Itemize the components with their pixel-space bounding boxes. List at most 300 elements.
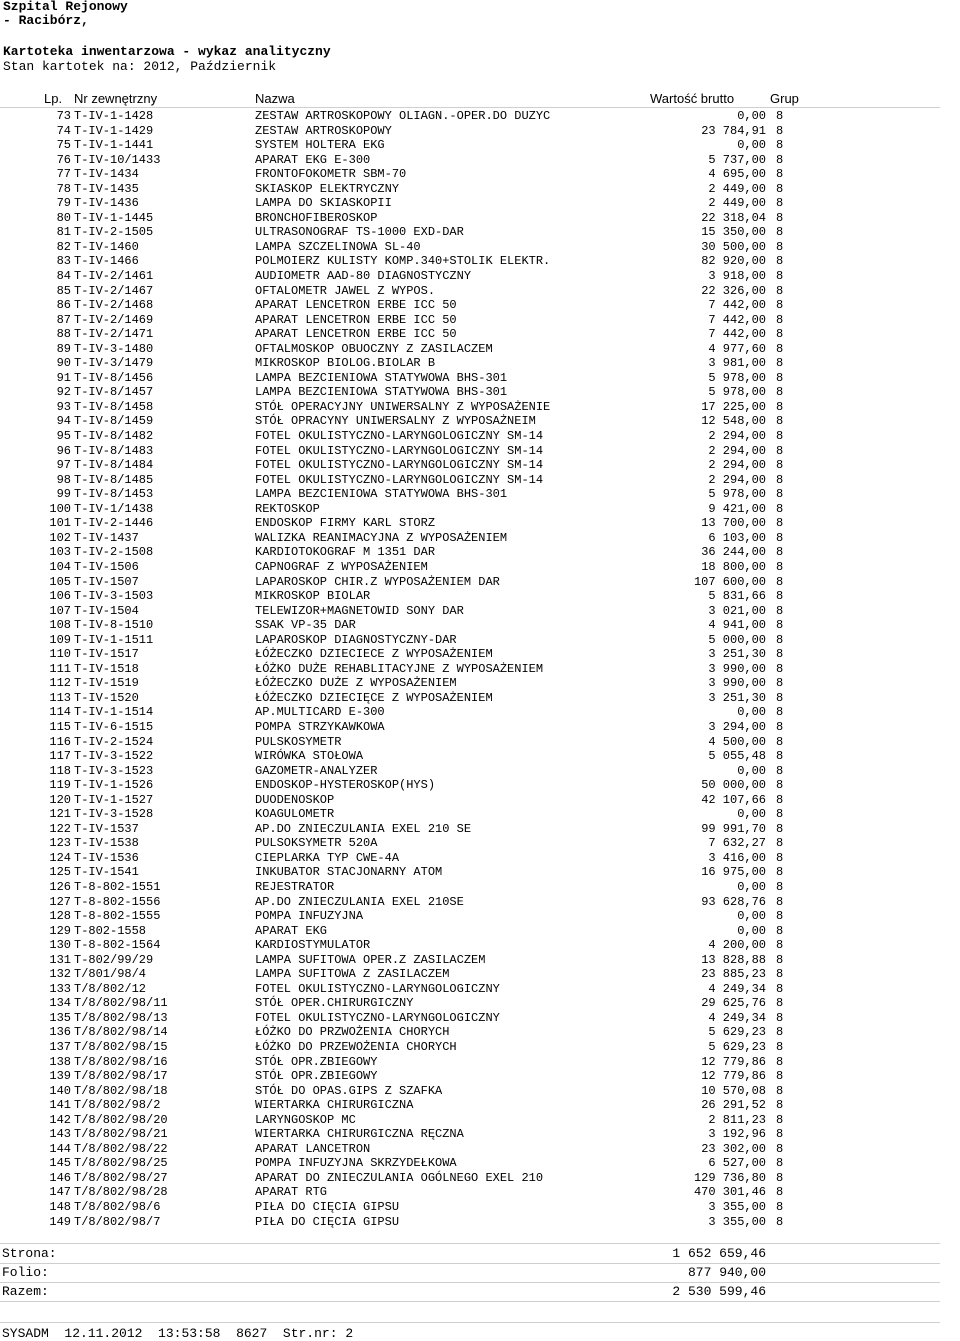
row-lp: 90: [56, 356, 71, 371]
row-lp: 91: [56, 370, 71, 385]
table-row: [0, 662, 940, 677]
table-row: [0, 1127, 940, 1142]
table-row: [0, 865, 940, 880]
row-nr: T-IV-8/1457: [74, 385, 154, 400]
row-name: FOTEL OKULISTYCZNO-LARYNGOLOGICZNY SM-14: [255, 458, 544, 473]
row-nr: T-IV-3-1523: [74, 763, 154, 778]
row-group: 8: [776, 399, 784, 414]
table-row: [0, 589, 940, 604]
row-lp: 83: [56, 254, 71, 269]
table-row: [0, 822, 940, 837]
row-nr: T-8-802-1551: [74, 879, 161, 894]
table-row: [0, 167, 940, 182]
row-lp: 149: [49, 1214, 71, 1229]
row-value: 3 416,00: [708, 850, 766, 865]
row-group: 8: [776, 1054, 784, 1069]
row-name: LAMPA BEZCIENIOWA STATYWOWA BHS-301: [255, 385, 508, 400]
table-row: [0, 429, 940, 444]
table-row: [0, 735, 940, 750]
row-name: FRONTOFOKOMETR SBM-70: [255, 167, 407, 182]
row-group: 8: [776, 138, 784, 153]
row-nr: T-IV-3-1503: [74, 589, 154, 604]
row-group: 8: [776, 1083, 784, 1098]
row-value: 4 941,00: [708, 618, 766, 633]
row-lp: 79: [56, 196, 71, 211]
row-group: 8: [776, 967, 784, 982]
row-group: 8: [776, 298, 784, 313]
row-name: GAZOMETR-ANALYZER: [255, 763, 378, 778]
row-name: DUODENOSKOP: [255, 792, 335, 807]
table-row: [0, 618, 940, 633]
table-row: [0, 647, 940, 662]
row-name: KARDIOSTYMULATOR: [255, 938, 371, 953]
row-value: 0,00: [737, 763, 766, 778]
row-name: AP.DO ZNIECZULANIA EXEL 210 SE: [255, 821, 472, 836]
row-group: 8: [776, 807, 784, 822]
row-name: PIŁA DO CIĘCIA GIPSU: [255, 1200, 400, 1215]
row-nr: T-IV-1-1445: [74, 210, 154, 225]
row-lp: 75: [56, 138, 71, 153]
row-lp: 138: [49, 1054, 71, 1069]
row-name: OFTALMOSKOP OBUOCZNY Z ZASILACZEM: [255, 341, 493, 356]
totals-divider: [0, 1301, 940, 1302]
row-name: REJESTRATOR: [255, 879, 335, 894]
row-nr: T-IV-1-1514: [74, 705, 154, 720]
column-header-row: [0, 90, 940, 108]
table-row: [0, 444, 940, 459]
row-value: 82 920,00: [701, 254, 766, 269]
row-nr: T-IV-1-1511: [74, 632, 154, 647]
row-name: FOTEL OKULISTYCZNO-LARYNGOLOGICZNY: [255, 981, 500, 996]
row-nr: T-IV-1435: [74, 181, 139, 196]
row-lp: 120: [49, 792, 71, 807]
row-group: 8: [776, 909, 784, 924]
row-name: LARYNGOSKOP MC: [255, 1112, 356, 1127]
row-value: 3 355,00: [708, 1200, 766, 1215]
row-group: 8: [776, 1170, 784, 1185]
row-lp: 143: [49, 1127, 71, 1142]
row-value: 470 301,46: [693, 1185, 766, 1200]
row-lp: 148: [49, 1200, 71, 1215]
row-name: FOTEL OKULISTYCZNO-LARYNGOLOGICZNY: [255, 1010, 500, 1025]
row-lp: 97: [56, 458, 71, 473]
row-group: 8: [776, 414, 784, 429]
row-nr: T/8/802/98/7: [74, 1214, 161, 1229]
razem-value: 2 530 599,46: [672, 1284, 766, 1299]
row-value: 18 800,00: [701, 559, 766, 574]
footer-system: SYSADM: [2, 1326, 49, 1341]
row-lp: 125: [49, 865, 71, 880]
row-group: 8: [776, 734, 784, 749]
table-row: [0, 705, 940, 720]
row-name: LAMPA BEZCIENIOWA STATYWOWA BHS-301: [255, 487, 508, 502]
row-value: 13 700,00: [701, 516, 766, 531]
row-value: 30 500,00: [701, 239, 766, 254]
table-row: [0, 1025, 940, 1040]
row-lp: 122: [49, 821, 71, 836]
row-lp: 73: [56, 109, 71, 123]
row-name: ŁÓŻECZKO DZIECIĘCE Z WYPOSAŻENIEM: [255, 690, 493, 705]
row-name: ENDOSKOP FIRMY KARL STORZ: [255, 516, 436, 531]
table-row: [0, 560, 940, 575]
row-lp: 119: [49, 778, 71, 793]
row-value: 2 811,23: [708, 1112, 766, 1127]
row-value: 17 225,00: [701, 399, 766, 414]
row-group: 8: [776, 661, 784, 676]
row-value: 0,00: [737, 138, 766, 153]
table-row: [0, 676, 940, 691]
row-value: 0,00: [737, 109, 766, 123]
row-name: ULTRASONOGRAF TS-1000 EXD-DAR: [255, 225, 464, 240]
row-group: 8: [776, 210, 784, 225]
row-nr: T-IV-1-1429: [74, 123, 154, 138]
row-value: 3 294,00: [708, 719, 766, 734]
table-row: [0, 1215, 940, 1230]
row-group: 8: [776, 196, 784, 211]
row-value: 3 918,00: [708, 269, 766, 284]
table-row: [0, 1142, 940, 1157]
row-group: 8: [776, 312, 784, 327]
row-lp: 100: [49, 501, 71, 516]
table-row: [0, 545, 940, 560]
row-group: 8: [776, 356, 784, 371]
row-lp: 130: [49, 938, 71, 953]
row-group: 8: [776, 109, 784, 123]
row-name: APARAT DO ZNIECZULANIA OGÓLNEGO EXEL 210: [255, 1170, 544, 1185]
row-value: 5 978,00: [708, 370, 766, 385]
row-lp: 87: [56, 312, 71, 327]
row-lp: 134: [49, 996, 71, 1011]
row-name: KARDIOTOKOGRAF M 1351 DAR: [255, 545, 436, 560]
row-name: ŁÓŻKO DO PRZWOŻENIA CHORYCH: [255, 1025, 450, 1040]
row-lp: 118: [49, 763, 71, 778]
row-value: 5 978,00: [708, 487, 766, 502]
table-row: [0, 778, 940, 793]
row-group: 8: [776, 1025, 784, 1040]
row-nr: T-IV-8/1456: [74, 370, 154, 385]
row-lp: 96: [56, 443, 71, 458]
row-value: 7 442,00: [708, 327, 766, 342]
row-group: 8: [776, 269, 784, 284]
row-group: 8: [776, 1010, 784, 1025]
row-group: 8: [776, 516, 784, 531]
table-row: [0, 851, 940, 866]
report-title: Kartoteka inwentarzowa - wykaz analityczny: [3, 44, 331, 59]
row-nr: T-IV-1436: [74, 196, 139, 211]
row-lp: 105: [49, 574, 71, 589]
row-name: STÓŁ DO OPAS.GIPS Z SZAFKA: [255, 1083, 443, 1098]
row-name: WIRÓWKA STOŁOWA: [255, 749, 364, 764]
table-row: [0, 764, 940, 779]
row-lp: 127: [49, 894, 71, 909]
row-group: 8: [776, 981, 784, 996]
row-nr: T-IV-8-1510: [74, 618, 154, 633]
row-group: 8: [776, 749, 784, 764]
folio-value: 877 940,00: [687, 1265, 766, 1280]
row-nr: T-IV-1517: [74, 647, 139, 662]
row-nr: T/8/802/98/20: [74, 1112, 168, 1127]
row-name: CIEPLARKA TYP CWE-4A: [255, 850, 400, 865]
row-group: 8: [776, 879, 784, 894]
row-value: 5 978,00: [708, 385, 766, 400]
row-lp: 129: [49, 923, 71, 938]
footer-divider: [0, 1322, 940, 1323]
row-lp: 98: [56, 472, 71, 487]
table-row: [0, 531, 940, 546]
row-lp: 84: [56, 269, 71, 284]
row-lp: 145: [49, 1156, 71, 1171]
row-group: 8: [776, 254, 784, 269]
row-lp: 81: [56, 225, 71, 240]
table-row: [0, 1113, 940, 1128]
column-header-nr: Nr zewnętrzny: [74, 91, 158, 106]
row-group: 8: [776, 792, 784, 807]
table-row: [0, 982, 940, 997]
column-header-value: Wartość brutto: [650, 91, 735, 106]
row-value: 6 103,00: [708, 530, 766, 545]
row-lp: 111: [49, 661, 71, 676]
row-name: REKTOSKOP: [255, 501, 320, 516]
row-lp: 92: [56, 385, 71, 400]
row-name: FOTEL OKULISTYCZNO-LARYNGOLOGICZNY SM-14: [255, 443, 544, 458]
row-name: KOAGULOMETR: [255, 807, 335, 822]
column-header-lp: Lp.: [44, 91, 63, 106]
row-group: 8: [776, 1098, 784, 1113]
row-nr: T-IV-1437: [74, 530, 139, 545]
row-group: 8: [776, 1200, 784, 1215]
table-row: [0, 924, 940, 939]
row-nr: T-8-802-1556: [74, 894, 161, 909]
row-name: BRONCHOFIBEROSKOP: [255, 210, 378, 225]
row-name: ENDOSKOP-HYSTEROSKOP(HYS): [255, 778, 436, 793]
row-lp: 106: [49, 589, 71, 604]
row-lp: 76: [56, 152, 71, 167]
row-group: 8: [776, 1069, 784, 1084]
row-name: POMPA INFUZYJNA: [255, 909, 364, 924]
row-nr: T/801/98/4: [74, 967, 147, 982]
table-row: [0, 938, 940, 953]
row-value: 3 251,30: [708, 647, 766, 662]
row-name: SKIASKOP ELEKTRYCZNY: [255, 181, 400, 196]
row-lp: 115: [49, 719, 71, 734]
row-nr: T/8/802/98/18: [74, 1083, 168, 1098]
row-name: STÓŁ OPRACYNY UNIWERSALNY Z WYPOSAŻNEIM: [255, 414, 536, 429]
row-nr: T/8/802/98/28: [74, 1185, 168, 1200]
row-group: 8: [776, 530, 784, 545]
row-nr: T-IV-8/1453: [74, 487, 154, 502]
table-row: [0, 749, 940, 764]
row-name: LAPAROSKOP CHIR.Z WYPOSAŻENIEM DAR: [255, 574, 500, 589]
table-row: [0, 473, 940, 488]
row-nr: T-IV-3-1522: [74, 749, 154, 764]
table-row: [0, 240, 940, 255]
table-row: [0, 269, 940, 284]
row-lp: 133: [49, 981, 71, 996]
table-row: [0, 225, 940, 240]
row-value: 4 200,00: [708, 938, 766, 953]
row-lp: 131: [49, 952, 71, 967]
table-row: [0, 109, 940, 124]
row-value: 22 318,04: [701, 210, 766, 225]
table-row: [0, 953, 940, 968]
row-value: 3 990,00: [708, 676, 766, 691]
row-value: 93 628,76: [701, 894, 766, 909]
row-name: STÓŁ OPER.CHIRURGICZNY: [255, 996, 414, 1011]
row-nr: T-IV-10/1433: [74, 152, 161, 167]
table-row: [0, 996, 940, 1011]
row-value: 22 326,00: [701, 283, 766, 298]
row-group: 8: [776, 821, 784, 836]
row-name: POMPA STRZYKAWKOWA: [255, 719, 385, 734]
row-nr: T-IV-8/1482: [74, 429, 154, 444]
totals-divider: [0, 1263, 940, 1264]
row-name: ŁÓŻECZKO DZIECIECE Z WYPOSAŻENIEM: [255, 647, 493, 662]
row-nr: T-IV-1506: [74, 559, 139, 574]
row-value: 2 294,00: [708, 458, 766, 473]
row-group: 8: [776, 1141, 784, 1156]
row-group: 8: [776, 559, 784, 574]
row-nr: T-IV-2/1471: [74, 327, 154, 342]
row-lp: 101: [49, 516, 71, 531]
table-row: [0, 356, 940, 371]
row-nr: T-802-1558: [74, 923, 147, 938]
row-value: 36 244,00: [701, 545, 766, 560]
table-row: [0, 633, 940, 648]
row-lp: 113: [49, 690, 71, 705]
footer-page: Str.nr: 2: [282, 1326, 354, 1341]
row-value: 26 291,52: [701, 1098, 766, 1113]
row-value: 42 107,66: [701, 792, 766, 807]
table-row: [0, 211, 940, 226]
row-name: ZESTAW ARTROSKOPOWY: [255, 123, 392, 138]
row-group: 8: [776, 836, 784, 851]
row-nr: T/8/802/98/17: [74, 1069, 168, 1084]
row-nr: T-IV-1538: [74, 836, 139, 851]
row-group: 8: [776, 647, 784, 662]
row-value: 23 302,00: [701, 1141, 766, 1156]
row-nr: T-IV-1-1441: [74, 138, 154, 153]
row-group: 8: [776, 487, 784, 502]
table-row: [0, 895, 940, 910]
row-name: APARAT LENCETRON ERBE ICC 50: [255, 298, 457, 313]
row-group: 8: [776, 1185, 784, 1200]
row-lp: 107: [49, 603, 71, 618]
row-name: AP.DO ZNIECZULANIA EXEL 210SE: [255, 894, 464, 909]
row-lp: 93: [56, 399, 71, 414]
row-name: FOTEL OKULISTYCZNO-LARYNGOLOGICZNY SM-14: [255, 429, 544, 444]
row-value: 4 977,60: [708, 341, 766, 356]
row-nr: T-IV-6-1515: [74, 719, 154, 734]
row-value: 129 736,80: [693, 1170, 766, 1185]
row-name: PULSKOSYMETR: [255, 734, 342, 749]
row-value: 5 055,48: [708, 749, 766, 764]
row-group: 8: [776, 1214, 784, 1229]
row-name: SYSTEM HOLTERA EKG: [255, 138, 385, 153]
row-name: INKUBATOR STACJONARNY ATOM: [255, 865, 443, 880]
row-nr: T/8/802/98/2: [74, 1098, 161, 1113]
row-name: MIKROSKOP BIOLOG.BIOLAR B: [255, 356, 436, 371]
row-nr: T/8/802/98/13: [74, 1010, 168, 1025]
row-nr: T/8/802/98/25: [74, 1156, 168, 1171]
table-row: [0, 502, 940, 517]
row-nr: T-IV-1-1527: [74, 792, 154, 807]
row-value: 2 449,00: [708, 196, 766, 211]
row-nr: T-IV-1-1428: [74, 109, 154, 123]
row-lp: 114: [49, 705, 71, 720]
row-group: 8: [776, 458, 784, 473]
row-group: 8: [776, 341, 784, 356]
row-group: 8: [776, 618, 784, 633]
row-nr: T-IV-1518: [74, 661, 139, 676]
row-value: 12 779,86: [701, 1054, 766, 1069]
row-name: FOTEL OKULISTYCZNO-LARYNGOLOGICZNY SM-14: [255, 472, 544, 487]
row-value: 7 442,00: [708, 312, 766, 327]
row-value: 5 629,23: [708, 1025, 766, 1040]
table-row: [0, 385, 940, 400]
row-name: STÓŁ OPR.ZBIEGOWY: [255, 1054, 378, 1069]
row-lp: 85: [56, 283, 71, 298]
row-name: LAMPA SZCZELINOWA SL-40: [255, 239, 421, 254]
footer-date: 12.11.2012: [64, 1326, 143, 1341]
row-name: LAMPA BEZCIENIOWA STATYWOWA BHS-301: [255, 370, 508, 385]
column-header-group: Grup: [770, 91, 799, 106]
row-value: 3 021,00: [708, 603, 766, 618]
table-row: [0, 967, 940, 982]
row-nr: T-IV-1/1438: [74, 501, 154, 516]
row-nr: T-IV-1-1526: [74, 778, 154, 793]
table-row: [0, 298, 940, 313]
row-name: MIKROSKOP BIOLAR: [255, 589, 371, 604]
row-value: 15 350,00: [701, 225, 766, 240]
row-value: 4 249,34: [708, 981, 766, 996]
table-row: [0, 254, 940, 269]
totals-divider: [0, 1243, 940, 1244]
table-row: [0, 1185, 940, 1200]
row-lp: 142: [49, 1112, 71, 1127]
table-row: [0, 284, 940, 299]
folio-label: Folio:: [2, 1265, 49, 1280]
table-row: [0, 1055, 940, 1070]
row-lp: 144: [49, 1141, 71, 1156]
row-value: 4 695,00: [708, 167, 766, 182]
table-row: [0, 196, 940, 211]
row-name: POMPA INFUZYJNA SKRZYDEŁKOWA: [255, 1156, 457, 1171]
row-lp: 88: [56, 327, 71, 342]
row-lp: 112: [49, 676, 71, 691]
row-nr: T-IV-3-1480: [74, 341, 154, 356]
row-value: 3 981,00: [708, 356, 766, 371]
table-row: [0, 1156, 940, 1171]
row-name: AUDIOMETR AAD-80 DIAGNOSTYCZNY: [255, 269, 472, 284]
row-group: 8: [776, 632, 784, 647]
row-value: 0,00: [737, 923, 766, 938]
table-row: [0, 793, 940, 808]
row-name: LAMPA SUFITOWA OPER.Z ZASILACZEM: [255, 952, 486, 967]
page-footer: [2, 1326, 353, 1341]
row-lp: 77: [56, 167, 71, 182]
row-group: 8: [776, 1112, 784, 1127]
table-row: [0, 807, 940, 822]
strona-value: 1 652 659,46: [672, 1246, 766, 1261]
row-name: POLMOIERZ KULISTY KOMP.340+STOLIK ELEKTR.: [255, 254, 551, 269]
row-value: 29 625,76: [701, 996, 766, 1011]
table-row: [0, 836, 940, 851]
row-lp: 74: [56, 123, 71, 138]
row-nr: T-IV-1504: [74, 603, 139, 618]
row-lp: 108: [49, 618, 71, 633]
row-group: 8: [776, 1127, 784, 1142]
row-nr: T/8/802/12: [74, 981, 147, 996]
